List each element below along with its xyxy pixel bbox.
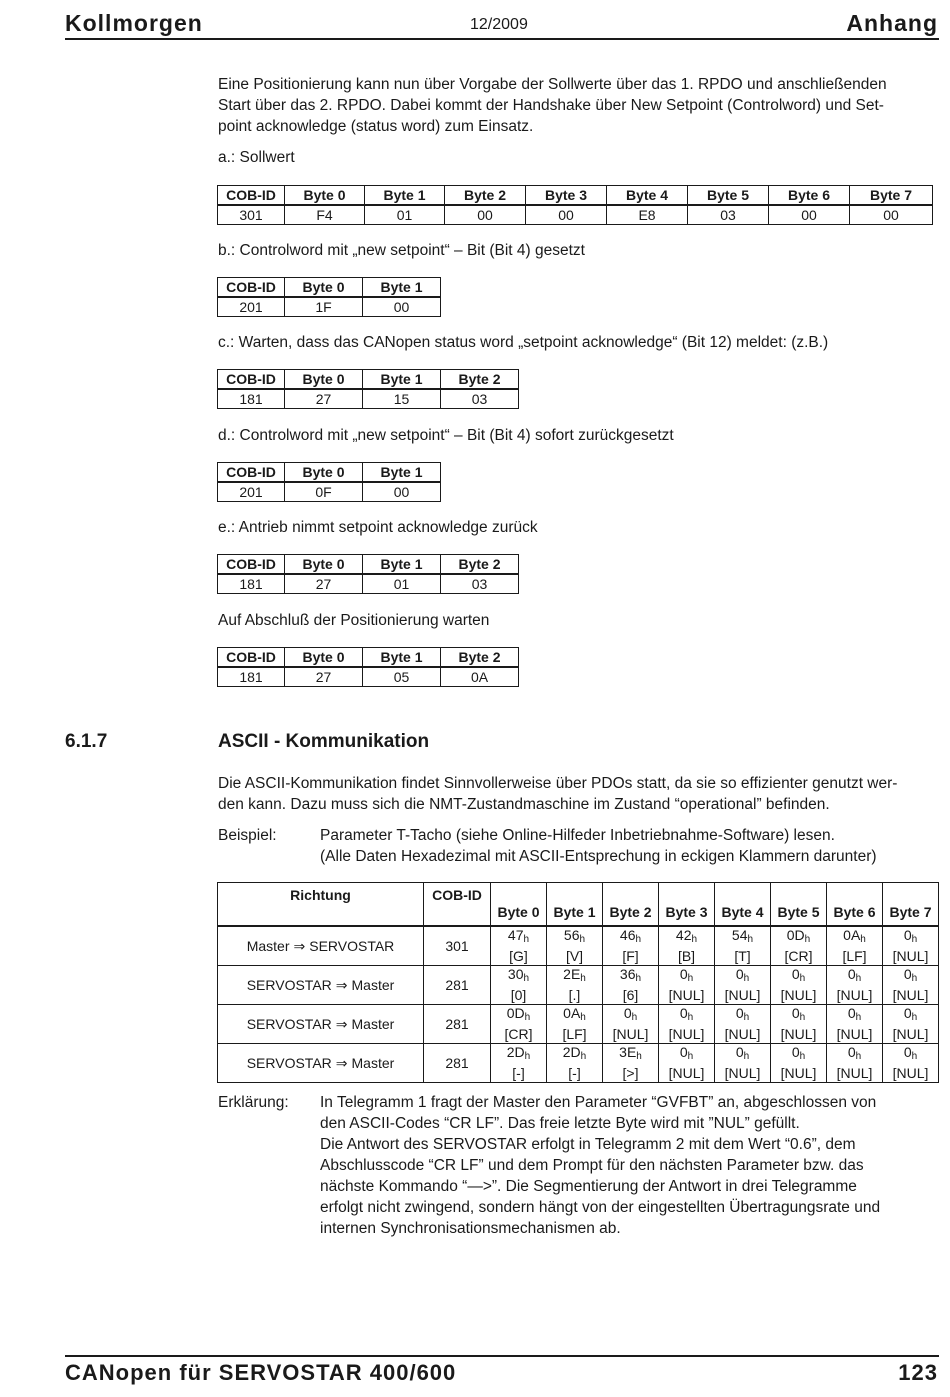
table-row — [218, 966, 939, 1005]
ascii-intro-line: Die ASCII-Kommunikation findet Sinnvollerweise über PDOs statt, da sie so effizienter genutzt wer- — [218, 775, 898, 792]
byte-ascii-value: [NUL] — [724, 987, 761, 1003]
cob-id-cell: 281 — [424, 1005, 491, 1044]
byte-cell — [603, 926, 659, 966]
byte-cell — [659, 1005, 715, 1044]
byte-cell — [827, 966, 883, 1005]
table-cell: 27 — [285, 389, 363, 409]
byte-ascii-value: [CR] — [504, 1026, 533, 1042]
table-header: Byte 7 — [850, 186, 933, 206]
hex-suffix: h — [579, 934, 586, 945]
byte-cell — [715, 1005, 771, 1044]
byte-ascii-value: [V] — [565, 948, 584, 964]
intro-line: Start über das 2. RPDO. Dabei kommt der Handshake über New Setpoint (Controlword) und Set- — [218, 97, 884, 114]
byte-ascii-value: [F] — [622, 948, 639, 964]
hex-suffix: h — [743, 973, 750, 984]
hex-suffix: h — [635, 934, 642, 945]
byte-ascii-value: [NUL] — [780, 987, 817, 1003]
ascii-telegram-table — [217, 882, 939, 1083]
byte-ascii-value: [NUL] — [780, 1065, 817, 1081]
direction-from: SERVOSTAR — [246, 1015, 332, 1032]
byte-ascii-value: [NUL] — [836, 1065, 873, 1081]
table-header: Byte 1 — [365, 186, 445, 206]
footer-title: CANopen für SERVOSTAR 400/600 — [65, 1360, 457, 1385]
byte-hex-value: 0A — [563, 1005, 581, 1021]
example-label: Beispiel: — [218, 827, 277, 844]
byte-ascii-value: [-] — [568, 1065, 581, 1081]
byte-ascii-value: [T] — [734, 948, 751, 964]
table-cell: 00 — [445, 205, 526, 225]
table-row — [218, 1005, 939, 1044]
byte-ascii-value: [NUL] — [836, 1026, 873, 1042]
byte-hex-value: 0 — [735, 966, 744, 982]
table-header: Byte 0 — [285, 648, 363, 668]
hex-suffix: h — [523, 934, 530, 945]
byte-hex-value: 42 — [675, 927, 692, 943]
byte-cell — [547, 926, 603, 966]
intro-paragraph — [218, 74, 938, 137]
table-header: Byte 0 — [285, 278, 363, 298]
table-header: Byte 4 — [715, 883, 771, 927]
byte-cell — [771, 1044, 827, 1083]
table-cell: 181 — [218, 574, 285, 594]
hex-suffix: h — [855, 1012, 862, 1023]
direction-cell — [218, 926, 424, 966]
direction-to: Master — [351, 976, 395, 993]
table-row — [218, 482, 441, 502]
ascii-intro-paragraph — [218, 773, 938, 815]
hex-suffix: h — [580, 1012, 586, 1023]
table-header: COB-ID — [218, 463, 285, 483]
byte-ascii-value: [NUL] — [668, 1065, 705, 1081]
table-header: COB-ID — [218, 555, 285, 575]
table-header: COB-ID — [218, 278, 285, 298]
table-header: COB-ID — [218, 370, 285, 390]
hex-suffix: h — [687, 973, 694, 984]
byte-hex-value: 0D — [786, 927, 805, 943]
explanation-line: internen Synchronisationsmechanismen ab. — [320, 1220, 621, 1237]
byte-hex-value: 30 — [507, 966, 524, 982]
hex-suffix: h — [691, 934, 698, 945]
table-row — [218, 297, 441, 317]
byte-ascii-value: [G] — [509, 948, 528, 964]
hex-suffix: h — [911, 1051, 918, 1062]
byte-cell — [883, 1005, 939, 1044]
direction-arrow-icon: ⇒ — [335, 1015, 348, 1032]
byte-ascii-value: [NUL] — [836, 987, 873, 1003]
byte-cell — [659, 926, 715, 966]
byte-cell — [603, 1044, 659, 1083]
table-header: Byte 5 — [771, 883, 827, 927]
byte-hex-value: 3E — [619, 1044, 637, 1060]
cob-id-cell: 301 — [424, 926, 491, 966]
table-header: COB-ID — [218, 186, 285, 206]
table-cell: 0F — [285, 482, 363, 502]
byte-cell — [547, 966, 603, 1005]
table-row — [218, 926, 939, 966]
explanation-line: Die Antwort des SERVOSTAR erfolgt in Telegramm 2 mit dem Wert “0.6”, dem — [320, 1136, 856, 1153]
byte-cell — [883, 1044, 939, 1083]
hex-suffix: h — [911, 934, 918, 945]
table-cell: 181 — [218, 389, 285, 409]
byte-ascii-value: [6] — [622, 987, 639, 1003]
table-header: Byte 3 — [526, 186, 607, 206]
table-header: Byte 2 — [603, 883, 659, 927]
table-row — [218, 1044, 939, 1083]
table-cell: 1F — [285, 297, 363, 317]
byte-hex-value: 0 — [903, 1044, 912, 1060]
table-header: Byte 2 — [441, 648, 519, 668]
table-cell: 00 — [769, 205, 850, 225]
byte-hex-value: 0 — [735, 1005, 744, 1021]
direction-from: SERVOSTAR — [246, 1054, 332, 1071]
explanation-line: Abschlusscode “CR LF” und dem Prompt für den nächsten Parameter bzw. das — [320, 1157, 864, 1174]
table-cell: 27 — [285, 667, 363, 687]
table-cell: 00 — [526, 205, 607, 225]
byte-ascii-value: [NUL] — [892, 948, 929, 964]
byte-ascii-value: [NUL] — [724, 1026, 761, 1042]
byte-hex-value: 0 — [903, 1005, 912, 1021]
hex-suffix: h — [799, 973, 806, 984]
finish-table — [217, 647, 519, 687]
intro-line: Eine Positionierung kann nun über Vorgabe der Sollwerte über das 1. RPDO und anschließenden — [218, 76, 887, 93]
header-brand: Kollmorgen — [65, 10, 203, 36]
byte-hex-value: 0 — [791, 1005, 800, 1021]
byte-cell — [827, 926, 883, 966]
cob-id-cell: 281 — [424, 966, 491, 1005]
table-header: Byte 6 — [827, 883, 883, 927]
ascii-intro-line: den kann. Dazu muss sich die NMT-Zustandmaschine im Zustand “operational” befinden. — [218, 796, 830, 813]
byte-ascii-value: [NUL] — [612, 1026, 649, 1042]
byte-cell — [883, 966, 939, 1005]
byte-cell — [771, 926, 827, 966]
controlword-set-table — [217, 277, 441, 317]
byte-cell — [491, 926, 547, 966]
hex-suffix: h — [743, 1012, 750, 1023]
direction-from: Master — [246, 937, 290, 954]
byte-hex-value: 0 — [679, 1044, 688, 1060]
table-row — [218, 389, 519, 409]
table-cell: 201 — [218, 297, 285, 317]
table-header: Byte 0 — [285, 555, 363, 575]
table-row — [218, 205, 933, 225]
hex-suffix: h — [636, 1051, 642, 1062]
hex-suffix: h — [855, 973, 862, 984]
byte-cell — [547, 1044, 603, 1083]
hex-suffix: h — [635, 973, 642, 984]
byte-cell — [603, 1005, 659, 1044]
direction-to: Master — [351, 1054, 395, 1071]
step-label-c: c.: Warten, dass das CANopen status word „setpoint acknowledge“ (Bit 12) meldet: (z.B.) — [218, 334, 829, 351]
byte-hex-value: 0D — [506, 1005, 525, 1021]
explanation-line: den ASCII-Codes “CR LF”. Das freie letzte Byte wird mit ”NUL” gefüllt. — [320, 1115, 800, 1132]
byte-cell — [491, 966, 547, 1005]
table-cell: 03 — [441, 389, 519, 409]
byte-hex-value: 2E — [563, 966, 581, 982]
hex-suffix: h — [799, 1012, 806, 1023]
header-rule — [65, 38, 939, 40]
table-cell: 201 — [218, 482, 285, 502]
byte-cell — [883, 926, 939, 966]
byte-hex-value: 0 — [847, 1005, 856, 1021]
table-header: Byte 0 — [491, 883, 547, 927]
table-header: Byte 1 — [363, 463, 441, 483]
hex-suffix: h — [580, 973, 586, 984]
table-cell: 00 — [363, 482, 441, 502]
byte-hex-value: 54 — [731, 927, 748, 943]
table-header: Byte 6 — [769, 186, 850, 206]
table-cell: 00 — [850, 205, 933, 225]
table-header: Byte 5 — [688, 186, 769, 206]
hex-suffix: h — [911, 1012, 918, 1023]
status-ack-table — [217, 369, 519, 409]
table-cell: E8 — [607, 205, 688, 225]
byte-cell — [827, 1005, 883, 1044]
explanation-line: In Telegramm 1 fragt der Master den Parameter “GVFBT” an, abgeschlossen von — [320, 1094, 877, 1111]
byte-cell — [547, 1005, 603, 1044]
cob-id-cell: 281 — [424, 1044, 491, 1083]
step-label-finish: Auf Abschluß der Positionierung warten — [218, 612, 490, 629]
byte-ascii-value: [0] — [510, 987, 527, 1003]
byte-cell — [771, 1005, 827, 1044]
byte-cell — [659, 966, 715, 1005]
byte-hex-value: 0 — [903, 927, 912, 943]
byte-ascii-value: [B] — [677, 948, 696, 964]
direction-arrow-icon: ⇒ — [335, 1054, 348, 1071]
hex-suffix: h — [747, 934, 754, 945]
byte-hex-value: 0 — [847, 966, 856, 982]
byte-ascii-value: [NUL] — [780, 1026, 817, 1042]
table-header: Byte 2 — [445, 186, 526, 206]
step-label-d: d.: Controlword mit „new setpoint“ – Bit (Bit 4) sofort zurückgesetzt — [218, 427, 674, 444]
hex-suffix: h — [855, 1051, 862, 1062]
table-cell: 15 — [363, 389, 441, 409]
byte-cell — [771, 966, 827, 1005]
byte-hex-value: 0 — [679, 966, 688, 982]
table-cell: 301 — [218, 205, 285, 225]
byte-hex-value: 47 — [507, 927, 524, 943]
table-cell: 00 — [363, 297, 441, 317]
byte-cell — [715, 926, 771, 966]
byte-cell — [659, 1044, 715, 1083]
explanation-label: Erklärung: — [218, 1094, 289, 1111]
example-line: Parameter T-Tacho (siehe Online-Hilfeder Inbetriebnahme-Software) lesen. — [320, 827, 835, 844]
byte-hex-value: 56 — [563, 927, 580, 943]
hex-suffix: h — [524, 1012, 531, 1023]
byte-ascii-value: [NUL] — [892, 1026, 929, 1042]
table-cell: 27 — [285, 574, 363, 594]
hex-suffix: h — [804, 934, 811, 945]
byte-hex-value: 2D — [506, 1044, 525, 1060]
byte-hex-value: 0 — [623, 1005, 632, 1021]
explanation-text — [320, 1092, 920, 1239]
step-label-b: b.: Controlword mit „new setpoint“ – Bit (Bit 4) gesetzt — [218, 242, 585, 259]
direction-arrow-icon: ⇒ — [335, 976, 348, 993]
table-cell: 181 — [218, 667, 285, 687]
byte-hex-value: 46 — [619, 927, 636, 943]
direction-cell — [218, 966, 424, 1005]
byte-hex-value: 2D — [562, 1044, 581, 1060]
table-header: COB-ID — [424, 883, 491, 927]
byte-ascii-value: [NUL] — [892, 1065, 929, 1081]
table-cell: 03 — [441, 574, 519, 594]
table-header: Byte 3 — [659, 883, 715, 927]
example-line: (Alle Daten Hexadezimal mit ASCII-Entsprechung in eckigen Klammern darunter) — [320, 848, 877, 865]
byte-hex-value: 0 — [791, 1044, 800, 1060]
table-header: Byte 1 — [363, 648, 441, 668]
table-row — [218, 667, 519, 687]
hex-suffix: h — [687, 1051, 694, 1062]
intro-line: point acknowledge (status word) zum Einsatz. — [218, 118, 534, 135]
footer-rule — [65, 1355, 939, 1357]
header-date: 12/2009 — [470, 16, 528, 33]
hex-suffix: h — [799, 1051, 806, 1062]
hex-suffix: h — [687, 1012, 694, 1023]
byte-cell — [715, 966, 771, 1005]
byte-ascii-value: [NUL] — [668, 987, 705, 1003]
byte-ascii-value: [-] — [512, 1065, 525, 1081]
section-title: ASCII - Kommunikation — [218, 731, 430, 752]
table-cell: 0A — [441, 667, 519, 687]
explanation-line: erfolgt nicht zwingend, sondern hängt von der eingestellten Übertragungsrate und — [320, 1199, 881, 1216]
table-header: Richtung — [218, 883, 424, 927]
step-label-e: e.: Antrieb nimmt setpoint acknowledge zurück — [218, 519, 538, 536]
direction-from: SERVOSTAR — [246, 976, 332, 993]
byte-ascii-value: [LF] — [562, 1026, 587, 1042]
table-header: Byte 7 — [883, 883, 939, 927]
byte-ascii-value: [LF] — [842, 948, 867, 964]
table-header: Byte 2 — [441, 555, 519, 575]
byte-hex-value: 36 — [619, 966, 636, 982]
hex-suffix: h — [631, 1012, 638, 1023]
byte-ascii-value: [NUL] — [668, 1026, 705, 1042]
direction-cell — [218, 1005, 424, 1044]
sollwert-table — [217, 185, 933, 225]
table-cell: 05 — [363, 667, 441, 687]
byte-hex-value: 0 — [903, 966, 912, 982]
header-section: Anhang — [846, 10, 938, 36]
hex-suffix: h — [524, 1051, 531, 1062]
hex-suffix: h — [860, 934, 866, 945]
table-header: Byte 1 — [547, 883, 603, 927]
byte-ascii-value: [>] — [622, 1065, 639, 1081]
hex-suffix: h — [580, 1051, 587, 1062]
table-cell: 03 — [688, 205, 769, 225]
table-header: Byte 0 — [285, 186, 365, 206]
direction-to: SERVOSTAR — [309, 937, 395, 954]
byte-ascii-value: [NUL] — [724, 1065, 761, 1081]
table-row — [218, 574, 519, 594]
byte-hex-value: 0 — [735, 1044, 744, 1060]
ack-reset-table — [217, 554, 519, 594]
table-cell: F4 — [285, 205, 365, 225]
section-number: 6.1.7 — [65, 731, 108, 752]
table-header: Byte 2 — [441, 370, 519, 390]
byte-cell — [827, 1044, 883, 1083]
byte-ascii-value: [NUL] — [892, 987, 929, 1003]
example-text — [320, 825, 877, 867]
direction-arrow-icon: ⇒ — [293, 937, 306, 954]
table-header: Byte 1 — [363, 555, 441, 575]
byte-hex-value: 0A — [843, 927, 861, 943]
hex-suffix: h — [523, 973, 530, 984]
byte-cell — [491, 1044, 547, 1083]
byte-cell — [603, 966, 659, 1005]
table-header: COB-ID — [218, 648, 285, 668]
table-header: Byte 1 — [363, 370, 441, 390]
hex-suffix: h — [743, 1051, 750, 1062]
step-label-a: a.: Sollwert — [218, 149, 295, 166]
byte-hex-value: 0 — [847, 1044, 856, 1060]
controlword-reset-table — [217, 462, 441, 502]
byte-cell — [715, 1044, 771, 1083]
byte-cell — [491, 1005, 547, 1044]
direction-to: Master — [351, 1015, 395, 1032]
table-cell: 01 — [363, 574, 441, 594]
byte-hex-value: 0 — [679, 1005, 688, 1021]
table-header: Byte 1 — [363, 278, 441, 298]
page-number: 123 — [898, 1360, 938, 1385]
table-header: Byte 0 — [285, 463, 363, 483]
table-header: Byte 0 — [285, 370, 363, 390]
table-header: Byte 4 — [607, 186, 688, 206]
hex-suffix: h — [911, 973, 918, 984]
byte-ascii-value: [.] — [568, 987, 581, 1003]
direction-cell — [218, 1044, 424, 1083]
byte-ascii-value: [CR] — [784, 948, 813, 964]
table-cell: 01 — [365, 205, 445, 225]
byte-hex-value: 0 — [791, 966, 800, 982]
explanation-line: nächste Kommando “—>”. Die Segmentierung der Antwort in drei Telegramme — [320, 1178, 857, 1195]
